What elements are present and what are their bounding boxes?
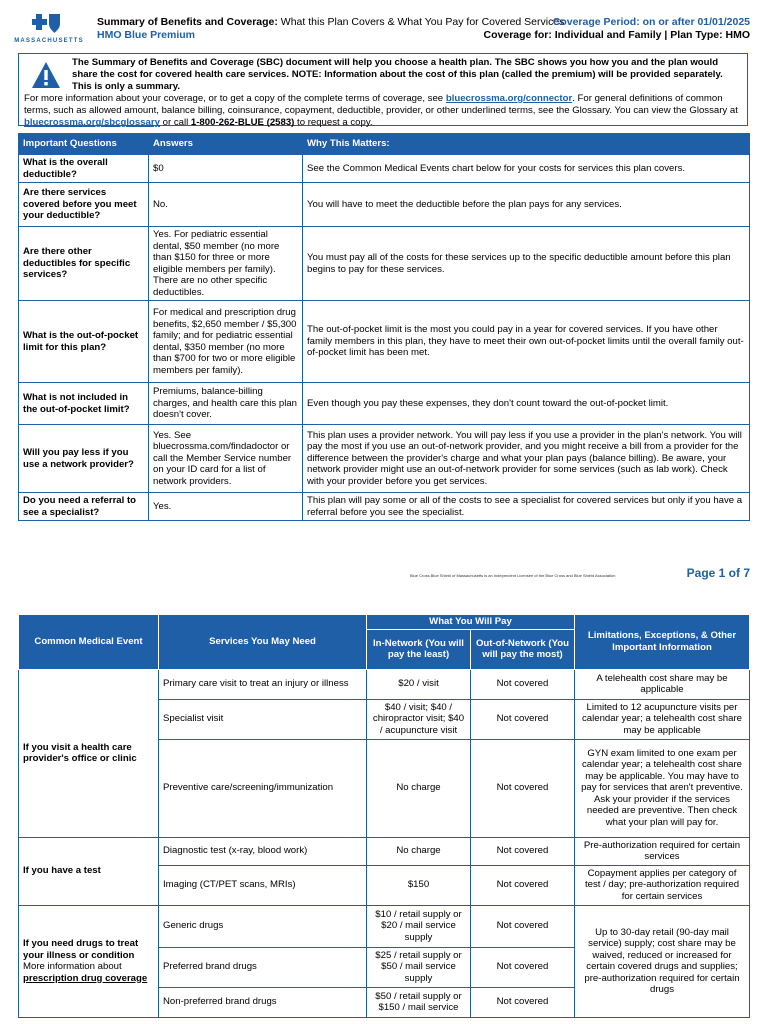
page-number: Page 1 of 7 <box>686 566 750 580</box>
warning-icon <box>31 61 61 89</box>
document-header <box>0 0 768 50</box>
table-row <box>19 425 750 493</box>
service: Generic drugs <box>159 905 367 947</box>
answer: For medical and prescription drug benefits, $2,650 member / $5,300 family; and for pediatric essential dental, $350 member (no more than $700 for two or more eligible members per family). <box>149 301 303 383</box>
answer: Premiums, balance-billing charges, and health care this plan doesn't cover. <box>149 383 303 425</box>
glossary-link[interactable]: bluecrossma.org/sbcglossary <box>24 117 160 128</box>
col-limitations: Limitations, Exceptions, & Other Important Information <box>575 615 750 670</box>
event-test: If you have a test <box>19 837 159 905</box>
event-drugs <box>19 905 159 1017</box>
intro-summary: The Summary of Benefits and Coverage (SBC) document will help you choose a health plan. The SBC shows you how you and the plan would share the cost for covered health care services. NOTE: Information about the cost of this plan (called the premium) will be provided separately. This is only a summary. <box>72 57 723 92</box>
in-network-cost: No charge <box>367 837 471 865</box>
col-important-questions: Important Questions <box>19 134 149 155</box>
table-row <box>19 301 750 383</box>
in-network-cost: $25 / retail supply or $50 / mail service supply <box>367 947 471 987</box>
bcbs-logo <box>14 12 84 48</box>
col-out-of-network: Out-of-Network (You will pay the most) <box>471 629 575 669</box>
table-row <box>19 227 750 301</box>
service: Preferred brand drugs <box>159 947 367 987</box>
plan-name: HMO Blue Premium <box>97 29 196 41</box>
service: Specialist visit <box>159 699 367 739</box>
col-services: Services You May Need <box>159 615 367 670</box>
question: What is the overall deductible? <box>19 155 149 183</box>
col-common-medical-event: Common Medical Event <box>19 615 159 670</box>
in-network-cost: $50 / retail supply or $150 / mail service <box>367 987 471 1017</box>
table-row <box>19 669 750 699</box>
why: See the Common Medical Events chart below for your costs for services this plan covers. <box>303 155 750 183</box>
limitation: Copayment applies per category of test / day; pre-authorization required for certain services <box>575 865 750 905</box>
event-office-visit: If you visit a health care provider's office or clinic <box>19 669 159 837</box>
out-network-cost: Not covered <box>471 699 575 739</box>
answer: $0 <box>149 155 303 183</box>
out-network-cost: Not covered <box>471 905 575 947</box>
phone-number: 1-800-262-BLUE (2583) <box>190 117 295 128</box>
service: Primary care visit to treat an injury or illness <box>159 669 367 699</box>
table-row <box>19 837 750 865</box>
limitation: Up to 30-day retail (90-day mail service) supply; cost share may be waived, reduced or increased for certain covered drugs and supplies; pre-authorization required for certain drugs <box>575 905 750 1017</box>
cross-shield-icon <box>32 12 62 34</box>
intro-box <box>18 53 748 126</box>
out-network-cost: Not covered <box>471 947 575 987</box>
connector-link[interactable]: bluecrossma.org/connector <box>445 93 573 104</box>
in-network-cost: No charge <box>367 739 471 837</box>
out-network-cost: Not covered <box>471 837 575 865</box>
service: Non-preferred brand drugs <box>159 987 367 1017</box>
limitation: GYN exam limited to one exam per calendar year; a telehealth cost share may be applicable. You may have to pay for services that aren't preventive. Ask your provider if the services needed are preventive. Then check what your plan will pay for. <box>575 739 750 837</box>
out-network-cost: Not covered <box>471 865 575 905</box>
why: This plan uses a provider network. You will pay less if you use a provider in the plan's network. You will pay the most if you use an out-of-network provider, and you might receive a bill from a provider for the difference between the provider's charge and what your plan pays (balance billing). Be aware, your network provider might use an out-of-network provider for some services (such as lab work). Check with your provider before you get services. <box>303 425 750 493</box>
answer: No. <box>149 183 303 227</box>
why: The out-of-pocket limit is the most you could pay in a year for covered services. If you have other family members in this plan, they have to meet their own out-of-pocket limits until the overall family out-of-pocket limit has been met. <box>303 301 750 383</box>
out-network-cost: Not covered <box>471 669 575 699</box>
table-row <box>19 183 750 227</box>
why: You will have to meet the deductible before the plan pays for any services. <box>303 183 750 227</box>
table-row <box>19 383 750 425</box>
question: Do you need a referral to see a specialist? <box>19 493 149 521</box>
in-network-cost: $40 / visit; $40 / chiropractor visit; $40 / acupuncture visit <box>367 699 471 739</box>
document-title: Summary of Benefits and Coverage: What this Plan Covers & What You Pay for Covered Services <box>97 16 565 28</box>
col-answers: Answers <box>149 134 303 155</box>
out-network-cost: Not covered <box>471 739 575 837</box>
event-drugs-title: If you need drugs to treat your illness or condition <box>23 938 139 961</box>
limitation: Pre-authorization required for certain services <box>575 837 750 865</box>
service: Diagnostic test (x-ray, blood work) <box>159 837 367 865</box>
table-row <box>19 493 750 521</box>
page-footer <box>0 560 768 590</box>
service: Preventive care/screening/immunization <box>159 739 367 837</box>
limitation: Limited to 12 acupuncture visits per calendar year; a telehealth cost share may be applicable <box>575 699 750 739</box>
common-medical-events-table <box>18 614 750 1018</box>
important-questions-table <box>18 133 750 521</box>
table-row <box>19 905 750 947</box>
col-why-this-matters: Why This Matters: <box>303 134 750 155</box>
logo-text: MASSACHUSETTS <box>14 38 84 44</box>
in-network-cost: $10 / retail supply or $20 / mail service supply <box>367 905 471 947</box>
coverage-period: Coverage Period: on or after 01/01/2025 <box>552 16 750 28</box>
intro-details: For more information about your coverage, or to get a copy of the complete terms of coverage, see bluecrossma.org/connector. For general definitions of common terms, such as allowed amount, balance billing, coinsurance, copayment, deductible, provider, or other underlined terms, see the Glossary. You can view the Glossary at bluecrossma.org/sbcglossary or call 1-800-262-BLUE (2583) to request a copy. <box>24 93 738 128</box>
in-network-cost: $20 / visit <box>367 669 471 699</box>
why: Even though you pay these expenses, they don't count toward the out-of-pocket limit. <box>303 383 750 425</box>
question: Are there services covered before you meet your deductible? <box>19 183 149 227</box>
question: What is not included in the out-of-pocket limit? <box>19 383 149 425</box>
question: Are there other deductibles for specific services? <box>19 227 149 301</box>
in-network-cost: $150 <box>367 865 471 905</box>
question: What is the out-of-pocket limit for this plan? <box>19 301 149 383</box>
col-what-you-pay: What You Will Pay <box>367 615 575 630</box>
answer: Yes. <box>149 493 303 521</box>
answer: Yes. See bluecrossma.com/findadoctor or call the Member Service number on your ID card for a list of network providers. <box>149 425 303 493</box>
table-row <box>19 155 750 183</box>
event-drugs-note: More information about <box>23 961 122 972</box>
limitation: A telehealth cost share may be applicable <box>575 669 750 699</box>
coverage-for: Coverage for: Individual and Family | Plan Type: HMO <box>483 29 750 41</box>
why: You must pay all of the costs for these services up to the specific deductible amount before this plan begins to pay for these services. <box>303 227 750 301</box>
answer: Yes. For pediatric essential dental, $50 member (no more than $150 for three or more eligible members per family). There are no other specific deductibles. <box>149 227 303 301</box>
prescription-drug-coverage-link[interactable]: prescription drug coverage <box>23 972 148 984</box>
col-in-network: In-Network (You will pay the least) <box>367 629 471 669</box>
service: Imaging (CT/PET scans, MRIs) <box>159 865 367 905</box>
licensee-disclaimer: Blue Cross Blue Shield of Massachusetts is an Independent Licensee of the Blue Cross and Blue Shield Association <box>410 573 616 578</box>
why: This plan will pay some or all of the costs to see a specialist for covered services but only if you have a referral before you see the specialist. <box>303 493 750 521</box>
out-network-cost: Not covered <box>471 987 575 1017</box>
question: Will you pay less if you use a network provider? <box>19 425 149 493</box>
